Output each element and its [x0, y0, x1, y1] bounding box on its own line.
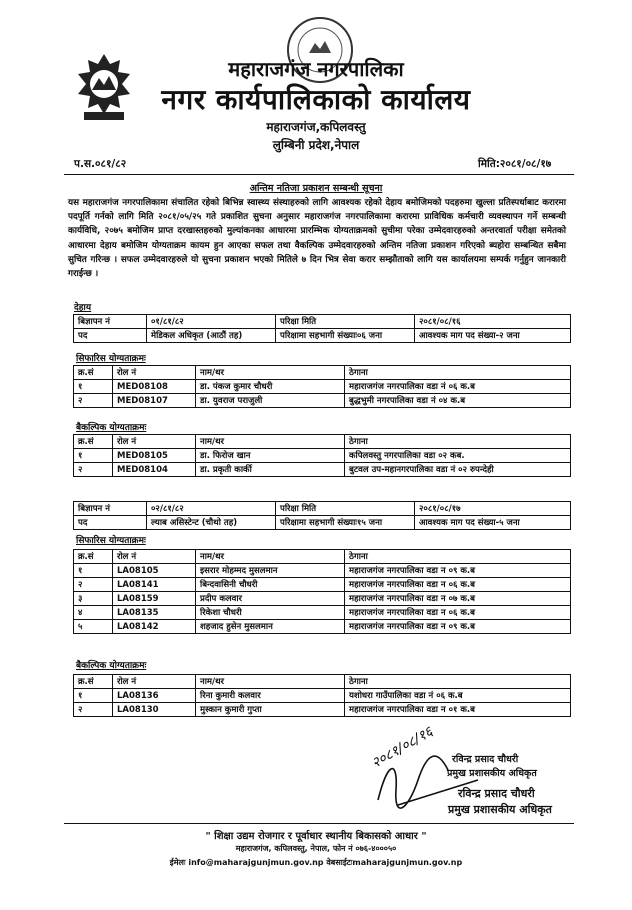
post-value: मेडिकल अधिकृत (आठौं तह): [147, 329, 276, 343]
col-roll: रोल नं: [113, 366, 196, 380]
table-row: [74, 394, 571, 408]
cell-sn: १: [74, 564, 113, 578]
table-row: [74, 564, 571, 578]
col-name: नाम/थर: [196, 550, 345, 564]
cell-sn: १: [74, 380, 113, 394]
cell-roll: LA08135: [113, 606, 196, 620]
ad-no-label: बिज्ञापन नं: [74, 502, 147, 516]
cell-sn: १: [74, 449, 113, 463]
table-row: [74, 689, 571, 703]
table-row: [74, 620, 571, 634]
table-row: [74, 380, 571, 394]
cell-name: डा. पंकज कुमार चौधरी: [196, 380, 345, 394]
header-divider: [64, 174, 574, 175]
col-address: ठेगाना: [345, 366, 571, 380]
cell-sn: २: [74, 578, 113, 592]
cell-address: यशोधरा गाउँपालिका वडा नं ०६ क.ब: [345, 689, 571, 703]
cell-address: महाराजगंज नगरपालिका वडा न ०६ क.ब: [345, 578, 571, 592]
ad1-recommended-table: [73, 365, 571, 408]
cell-sn: ४: [74, 606, 113, 620]
cell-name: बिन्दवासिनी चौधरी: [196, 578, 345, 592]
exam-date-value: २०८१/०८/१७: [415, 502, 571, 516]
cell-roll: LA08159: [113, 592, 196, 606]
cell-roll: MED08107: [113, 394, 196, 408]
notice-subject: अन्तिम नतिजा प्रकाशन सम्बन्धी सूचना: [249, 183, 383, 194]
municipality-name: महाराजगंज नगरपालिका: [228, 57, 404, 81]
participants: परिक्षामा सहभागी संख्याः१५ जना: [276, 516, 415, 530]
notice-date: मिति:२०८१/०८/१७: [478, 158, 552, 170]
table-row: [74, 592, 571, 606]
ad1-info-table: [73, 314, 571, 343]
demand: आवश्यक माग पद संख्या-२ जना: [415, 329, 571, 343]
stamp-name: रविन्द्र प्रसाद चौधरी: [452, 754, 519, 765]
col-address: ठेगाना: [345, 435, 571, 449]
col-name: नाम/थर: [196, 366, 345, 380]
cell-address: कपिलवस्तु नगरपालिका वडा ०२ कब.: [345, 449, 571, 463]
alternate-label: बैकल्पिक योग्यताक्रमः: [76, 423, 147, 433]
cell-sn: २: [74, 703, 113, 717]
exam-date-label: परिक्षा मिति: [276, 315, 415, 329]
ad-no-value: ०१/८१/८२: [147, 315, 276, 329]
signatory-title: प्रमुख प्रशासकीय अधिकृत: [448, 803, 552, 816]
exam-date-label: परिक्षा मिति: [276, 502, 415, 516]
notice-body: यस महाराजगंज नगरपालिकामा संचालित रहेको बिभिन्न स्वास्थ्य संस्थाहरुको लागि आवश्यक रहेको देहाय बमोजिमको पदहरुमा खुल्ला प्रतिस्पर्धाबाट करारमा पदपूर्ति गर्नको लागि मिति २०८१/०५/२५ गते प्रकाशित सुचना अनुसार महाराजगंज नगरपालिकामा करारमा प्राविधिक कर्मचारी व्यवस्थापन गर्ने सम्बन्धी कार्यविधि, २०७५ बमोजिम प्राप्त दरखास्तहरुको मुल्यांकनका आधारमा प्रारम्भिक योग्यताक्रमको सुचीमा परेका उम्मेदवारहरुको अन्तरवार्ता परीक्षा समेतको आधारमा देहाय बमोजिम योग्यताक्रम कायम हुन आएका सफल तथा वैकल्पिक उम्मेदवारहरुको अन्तिम नतिजा प्रकाशन गरिएको ब्यहोरा सम्बन्धित सबैमा सुचित गरिन्छ । सफल उम्मेदवारहरुले यो सुचना प्रकाशन भएको मितिले ७ दिन भित्र सेवा करार सम्झौताको लागि यस कार्यालयमा सम्पर्क गर्नुहुन जानकारी गराईन्छ ।: [68, 198, 566, 280]
office-title: नगर कार्यपालिकाको कार्यालय: [161, 83, 471, 116]
cell-roll: LA08141: [113, 578, 196, 592]
cell-address: महाराजगंज नगरपालिका वडा न ०१ क.ब: [345, 703, 571, 717]
ad2-recommended-table: [73, 549, 571, 634]
cell-address: बुटवल उप-महानगरपालिका वडा नं ०२ रुपन्देही: [345, 463, 571, 477]
cell-roll: MED08105: [113, 449, 196, 463]
col-sn: क्र.सं: [74, 435, 113, 449]
address-line-2: लुम्बिनी प्रदेश,नेपाल: [272, 138, 360, 152]
cell-address: बुद्धभुमी नगरपालिका वडा नं ०४ क.ब: [345, 394, 571, 408]
table-row: [74, 578, 571, 592]
col-sn: क्र.सं: [74, 675, 113, 689]
table-header-row: [74, 366, 571, 380]
table-header-row: [74, 675, 571, 689]
recommended-label: सिफारिस योग्यताक्रमः: [76, 354, 146, 364]
cell-roll: MED08108: [113, 380, 196, 394]
cell-name: इसरार मोहम्मद मुसलमान: [196, 564, 345, 578]
cell-address: महाराजगंज नगरपालिका वडा नं ०६ क.ब: [345, 380, 571, 394]
footer-address: महाराजगंज, कपिलवस्तु, नेपाल, फोन नं ०७६-४०००५०: [235, 844, 397, 853]
col-address: ठेगाना: [345, 550, 571, 564]
ad-no-label: बिज्ञापन नं: [74, 315, 147, 329]
cell-roll: LA08136: [113, 689, 196, 703]
col-name: नाम/थर: [196, 435, 345, 449]
footer-contact: ईमेलः info@maharajgunjmun.gov.np वेबसाईटःmaharajgunjmun.gov.np: [169, 858, 463, 867]
cell-address: महाराजगंज नगरपालिका वडा न ०९ क.ब: [345, 564, 571, 578]
cell-name: रिकेशा चौधरी: [196, 606, 345, 620]
participants: परिक्षामा सहभागी संख्याः०६ जना: [276, 329, 415, 343]
cell-roll: MED08104: [113, 463, 196, 477]
cell-sn: ३: [74, 592, 113, 606]
cell-address: महाराजगंज नगरपालिका वडा न ०६ क.ब: [345, 606, 571, 620]
cell-name: डा. युवराज पराजुली: [196, 394, 345, 408]
ad2-info-table: [73, 501, 571, 530]
post-label: पद: [74, 516, 147, 530]
ad-no-value: ०२/८१/८२: [147, 502, 276, 516]
table-row: [74, 703, 571, 717]
col-roll: रोल नं: [113, 675, 196, 689]
post-label: पद: [74, 329, 147, 343]
address-line-1: महाराजगंज,कपिलवस्तु: [266, 120, 366, 134]
table-header-row: [74, 550, 571, 564]
handwritten-date: २०८१/०८/१६: [369, 723, 436, 772]
signatory-name: रविन्द्र प्रसाद चौधरी: [458, 787, 535, 800]
cell-roll: LA08142: [113, 620, 196, 634]
reference-number: प.स.०८१/८२: [74, 158, 127, 170]
demand: आवश्यक माग पद संख्या-५ जना: [415, 516, 571, 530]
cell-name: रिना कुमारी कलवार: [196, 689, 345, 703]
footer-divider: [64, 823, 574, 824]
ad2-alternate-table: [73, 674, 571, 717]
table-header-row: [74, 435, 571, 449]
col-sn: क्र.सं: [74, 366, 113, 380]
alternate-label: बैकल्पिक योग्यताक्रमः: [76, 661, 147, 671]
col-roll: रोल नं: [113, 550, 196, 564]
footer-slogan: " शिक्षा उद्यम रोजगार र पूर्वाधार स्थानीय बिकासको आधार ": [205, 831, 427, 842]
cell-sn: २: [74, 463, 113, 477]
col-roll: रोल नं: [113, 435, 196, 449]
cell-sn: ५: [74, 620, 113, 634]
col-address: ठेगाना: [345, 675, 571, 689]
cell-roll: LA08130: [113, 703, 196, 717]
cell-address: महाराजगंज नगरपालिका वडा न ०७ क.ब: [345, 592, 571, 606]
col-sn: क्र.सं: [74, 550, 113, 564]
cell-name: प्रदीप कलवार: [196, 592, 345, 606]
cell-name: शहजाद हुसेन मुसलमान: [196, 620, 345, 634]
exam-date-value: २०८१/०८/१६: [415, 315, 571, 329]
col-name: नाम/थर: [196, 675, 345, 689]
cell-sn: १: [74, 689, 113, 703]
cell-name: डा. फिरोज खान: [196, 449, 345, 463]
cell-roll: LA08105: [113, 564, 196, 578]
cell-sn: २: [74, 394, 113, 408]
table-row: [74, 463, 571, 477]
post-value: ल्याब असिस्टेन्ट (चौथो तह): [147, 516, 276, 530]
recommended-label: सिफारिस योग्यताक्रमः: [76, 536, 146, 546]
table-row: [74, 449, 571, 463]
stamp-title: प्रमुख प्रशासकीय अधिकृत: [447, 768, 537, 779]
ad1-alternate-table: [73, 434, 571, 477]
dehay-label: देहाय: [74, 303, 92, 313]
cell-name: मुस्कान कुमारी गुप्ता: [196, 703, 345, 717]
table-row: [74, 606, 571, 620]
cell-name: डा. प्रकृती कार्की: [196, 463, 345, 477]
cell-address: महाराजगंज नगरपालिका वडा न ०९ क.ब: [345, 620, 571, 634]
